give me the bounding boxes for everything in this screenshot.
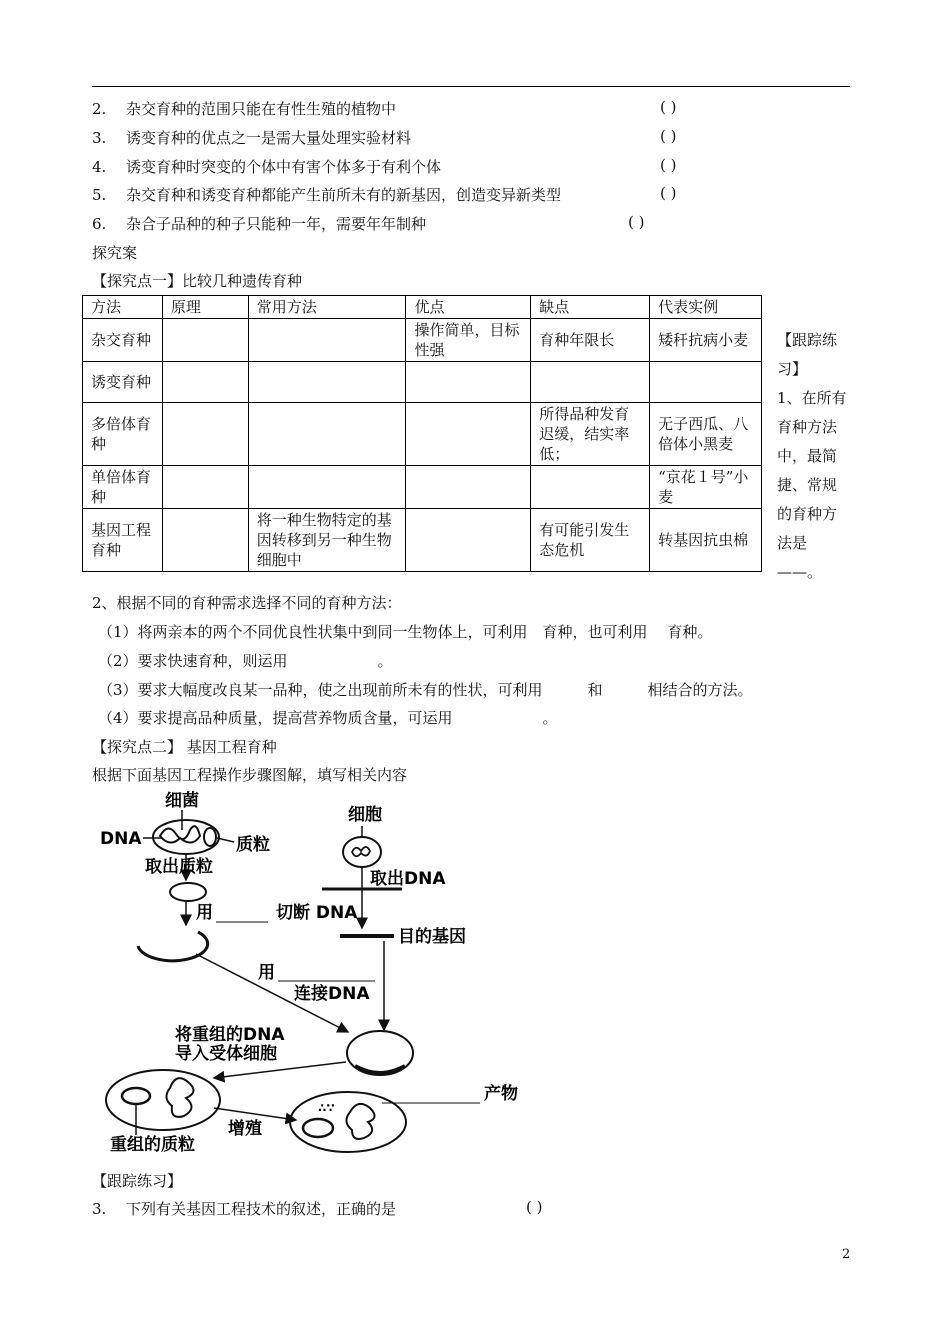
answer-paren[interactable]: ( ) <box>526 1198 543 1216</box>
answer-paren[interactable]: ( ) <box>628 213 645 231</box>
pros-cell: 操作简单，目标性强 <box>406 319 531 362</box>
table-header-row <box>83 296 762 319</box>
common-cell[interactable] <box>248 403 406 466</box>
host-chromosome <box>166 1078 193 1117</box>
daughter-chromosome <box>346 1104 374 1139</box>
table-row <box>83 466 762 509</box>
pros-cell[interactable] <box>406 403 531 466</box>
common-cell[interactable] <box>248 319 406 362</box>
judgment-4: 4. 诱变育种时突变的个体中有害个体多于有利个体 <box>92 158 442 176</box>
side-practice <box>777 326 851 587</box>
q2-title: 2、根据不同的育种需求选择不同的育种方法： <box>92 594 402 612</box>
answer-paren[interactable]: ( ) <box>660 127 677 145</box>
table-header: 常用方法 <box>248 296 406 319</box>
table-header: 原理 <box>162 296 248 319</box>
example-cell: 转基因抗虫棉 <box>650 509 762 572</box>
table-header: 方法 <box>83 296 163 319</box>
plasmid-shape <box>204 828 216 846</box>
point1-title: 【探究点一】比较几种遗传育种 <box>92 272 303 290</box>
header-rule <box>92 86 850 87</box>
example-cell: “京花１号”小麦 <box>650 466 762 509</box>
label-import-2: 导入受体细胞 <box>175 1044 277 1064</box>
judgment-5: 5. 杂交育种和诱变育种都能产生前所未有的新基因，创造变异新类型 <box>92 186 562 204</box>
answer-paren[interactable]: ( ) <box>660 156 677 174</box>
table-row <box>83 362 762 403</box>
label-dna: DNA <box>100 829 142 849</box>
answer-paren[interactable]: ( ) <box>660 184 677 202</box>
table-row <box>83 319 762 362</box>
answer-paren[interactable]: ( ) <box>660 98 677 116</box>
label-take-dna: 取出DNA <box>370 869 446 889</box>
pros-cell[interactable] <box>406 362 531 403</box>
judgment-2: 2. 杂交育种的范围只能在有性生殖的植物中 <box>92 100 397 118</box>
principle-cell[interactable] <box>162 466 248 509</box>
question-3: 3. 下列有关基因工程技术的叙述，正确的是 <box>92 1200 397 1218</box>
cons-cell[interactable] <box>531 362 650 403</box>
label-cell: 细胞 <box>348 805 382 825</box>
isolated-plasmid <box>170 883 206 901</box>
daughter-plasmid <box>303 1119 333 1137</box>
label-use-enzyme2: 用 <box>258 963 275 983</box>
method-cell: 杂交育种 <box>83 319 163 362</box>
judgment-3: 3. 诱变育种的优点之一是需大量处理实验材料 <box>92 129 412 147</box>
page-number: 2 <box>842 1247 851 1262</box>
label-take-plasmid: 取出质粒 <box>145 857 213 877</box>
judgment-6: 6. 杂合子品种的种子只能种一年，需要年年制种 <box>92 215 427 233</box>
method-cell: 多倍体育种 <box>83 403 163 466</box>
method-cell: 单倍体育种 <box>83 466 163 509</box>
pros-cell[interactable] <box>406 466 531 509</box>
product-dots: ∴∵ <box>318 1101 335 1115</box>
section-label: 探究案 <box>92 244 138 262</box>
host-plasmid <box>122 1088 150 1104</box>
principle-cell[interactable] <box>162 509 248 572</box>
common-cell: 将一种生物特定的基因转移到另一种生物细胞中 <box>248 509 406 572</box>
example-cell: 无子西瓜、八倍体小黑麦 <box>650 403 762 466</box>
q2-item: （3）要求大幅度改良某一品种，使之出现前所未有的性状，可利用 和 相结合的方法。 <box>98 681 753 699</box>
label-cut-dna: 切断 DNA <box>276 903 358 923</box>
q2-item: （1）将两亲本的两个不同优良性状集中到同一生物体上，可利用 育种，也可利用 育种。 <box>98 623 713 641</box>
label-proliferate: 增殖 <box>228 1119 262 1139</box>
arrow <box>214 1062 346 1078</box>
example-cell[interactable] <box>650 362 762 403</box>
gene-engineering-diagram <box>0 780 950 1165</box>
cons-cell: 所得品种发育迟缓，结实率低； <box>531 403 650 466</box>
label-bacteria: 细菌 <box>165 791 199 811</box>
bacterial-dna <box>160 826 200 842</box>
cons-cell: 育种年限长 <box>531 319 650 362</box>
table-header: 代表实例 <box>650 296 762 319</box>
table-row <box>83 403 762 466</box>
practice2-title: 【跟踪练习】 <box>92 1172 183 1190</box>
method-cell: 基因工程育种 <box>83 509 163 572</box>
principle-cell[interactable] <box>162 403 248 466</box>
q2-item: （2）要求快速育种，则运用 。 <box>98 652 393 670</box>
side-practice-title: 【跟踪练习】 <box>777 331 838 378</box>
common-cell[interactable] <box>248 466 406 509</box>
principle-cell[interactable] <box>162 319 248 362</box>
cons-cell[interactable] <box>531 466 650 509</box>
q2-item: （4）要求提高品种质量，提高营养物质含量，可运用 。 <box>98 709 558 727</box>
principle-cell[interactable] <box>162 362 248 403</box>
table-header: 优点 <box>406 296 531 319</box>
point2-title: 【探究点二】 基因工程育种 <box>92 738 277 756</box>
pros-cell[interactable] <box>406 509 531 572</box>
table-header: 缺点 <box>531 296 650 319</box>
method-cell: 诱变育种 <box>83 362 163 403</box>
cut-plasmid <box>138 932 208 961</box>
label-use-enzyme1: 用 <box>196 903 213 923</box>
example-cell: 矮秆抗病小麦 <box>650 319 762 362</box>
point2-instruction: 根据下面基因工程操作步骤图解，填写相关内容 <box>92 766 408 784</box>
donor-cell <box>343 837 381 867</box>
label-recombinant-plasmid: 重组的质粒 <box>110 1135 195 1155</box>
cons-cell: 有可能引发生态危机 <box>531 509 650 572</box>
side-practice-text: 1、在所有育种方法中，最简捷、常规的育种方法是——。 <box>777 389 847 581</box>
common-cell[interactable] <box>248 362 406 403</box>
label-import-1: 将重组的DNA <box>175 1025 285 1045</box>
breeding-comparison-table <box>82 295 762 572</box>
table-row <box>83 509 762 572</box>
label-product: 产物 <box>484 1084 518 1104</box>
label-plasmid: 质粒 <box>236 835 270 855</box>
label-connect-dna: 连接DNA <box>294 984 370 1004</box>
cell-nucleus <box>352 847 370 856</box>
label-target-gene: 目的基因 <box>398 927 466 947</box>
